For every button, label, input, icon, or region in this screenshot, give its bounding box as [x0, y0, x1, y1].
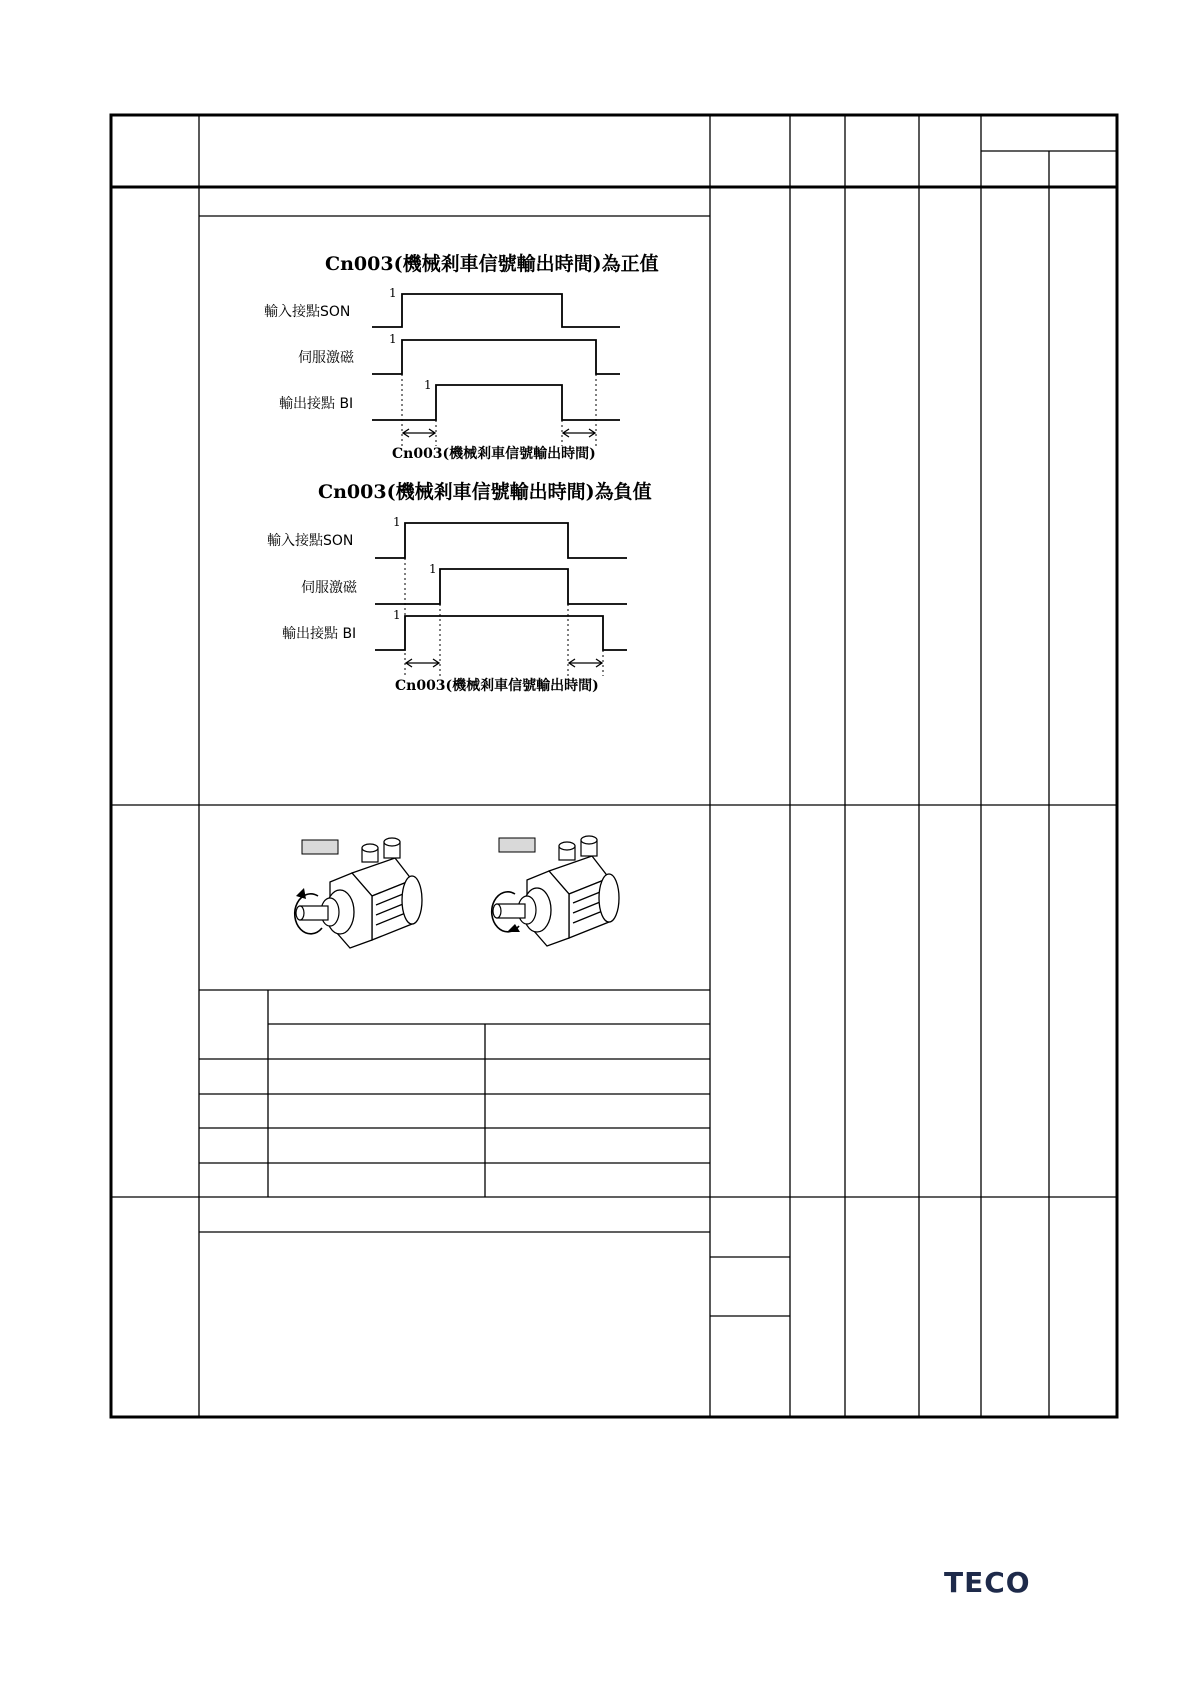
son-waveform: [375, 523, 627, 558]
delay-arrow: [563, 429, 595, 437]
level-marker: 1: [424, 378, 432, 392]
servo-waveform: [375, 569, 627, 604]
teco-logo: TECO: [944, 1566, 1031, 1599]
signal-label-bi: 輸出接點 BI: [282, 626, 357, 642]
servo-waveform: [372, 340, 620, 374]
level-marker: 1: [389, 286, 397, 300]
signal-label-servo: 伺服激磁: [301, 580, 357, 596]
diagram-negative-caption: Cn003(機械剎車信號輸出時間): [395, 678, 599, 694]
timing-diagram-positive: [264, 252, 659, 462]
level-marker: 1: [389, 332, 397, 346]
bi-waveform: [375, 616, 627, 650]
table-grid: [111, 115, 1117, 1417]
motor-illustration-ccw: [295, 838, 422, 948]
timing-diagram-negative: [267, 480, 652, 694]
level-marker: 1: [393, 608, 401, 622]
signal-label-son: 輸入接點SON: [264, 304, 351, 320]
level-marker: 1: [429, 562, 437, 576]
signal-label-bi: 輸出接點 BI: [279, 396, 354, 412]
signal-label-servo: 伺服激磁: [298, 350, 354, 366]
diagram-positive-caption: Cn003(機械剎車信號輸出時間): [392, 446, 596, 462]
level-marker: 1: [393, 515, 401, 529]
delay-arrow: [403, 429, 435, 437]
diagram-positive-title: Cn003(機械剎車信號輸出時間)為正值: [325, 253, 659, 275]
son-waveform: [372, 294, 620, 327]
motor-illustration-cw: [492, 836, 619, 946]
bi-waveform: [372, 385, 620, 420]
delay-arrow: [569, 659, 602, 667]
diagram-negative-title: Cn003(機械剎車信號輸出時間)為負值: [318, 481, 652, 503]
signal-label-son: 輸入接點SON: [267, 533, 354, 549]
delay-arrow: [406, 659, 439, 667]
